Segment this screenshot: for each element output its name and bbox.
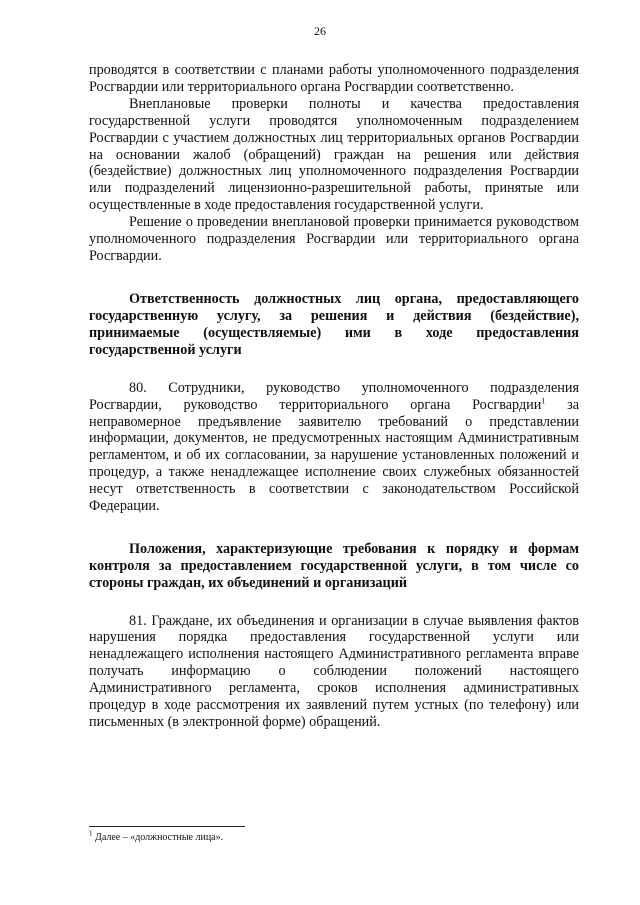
paragraph-80-start: 80. Сотрудники, руководство уполномоченного подразделения Росгвардии, руководство территориального органа Росгвардии [89,379,579,413]
paragraph-inspection-decision: Решение о проведении внеплановой проверки принимается руководством уполномоченного подразделения Росгвардии или территориального органа Росгвардии. [89,214,579,264]
footnote-divider [89,826,245,827]
paragraph-unscheduled-inspections: Внеплановые проверки полноты и качества предоставления государственной услуги проводятся уполномоченным подразделением Росгвардии с участием должностных лиц территориальных органов Росгвардии на основании жалоб (обращений) граждан на решения или действия (бездействие) должностных лиц уполномоченного подразделения Росгвардии или подразделений лицензионно-разрешительной работы, принятые или осуществленные в ходе предоставления государственной услуги. [89,95,579,214]
footnote-reference: 1 [541,395,546,405]
footnote-mark: 1 [89,829,93,838]
section-heading-control-provisions: Положения, характеризующие требования к порядку и формам контроля за предоставлением государственной услуги, в том числе со стороны граждан, их объединений и организаций [89,540,579,592]
section-heading-responsibility: Ответственность должностных лиц органа, предоставляющего государственную услугу, за решения и действия (бездействие), принимаемые (осуществляемые) ими в ходе предоставления государственной услуги [89,290,579,359]
paragraph-81: 81. Граждане, их объединения и организации в случае выявления фактов нарушения порядка предоставления государственной услуги или ненадлежащего исполнения настоящего Административного регламента вправе получать информацию о соблюдении положений настоящего Административного регламента, сроков исполнения административных процедур в ходе рассмотрения их заявлений путем устных (по телефону) или письменных (в электронной форме) обращений. [89,612,579,730]
footnote-text: Далее – «должностные лица». [92,832,224,843]
paragraph-80-end: за неправомерное предъявление заявителю требований о представлении информации, документов, не предусмотренных настоящим Административным регламентом, и об их согласовании, за нарушение установленных положений и процедур, а также ненадлежащее исполнение своих служебных обязанностей несут ответственность в соответствии с законодательством Российской Федерации. [89,396,579,515]
footnote [89,829,224,843]
paragraph-80 [89,380,579,515]
document-body [89,62,579,731]
paragraph-continuation: проводятся в соответствии с планами работы уполномоченного подразделения Росгвардии или территориального органа Росгвардии соответственно. [89,62,579,95]
page-number: 26 [314,24,326,38]
